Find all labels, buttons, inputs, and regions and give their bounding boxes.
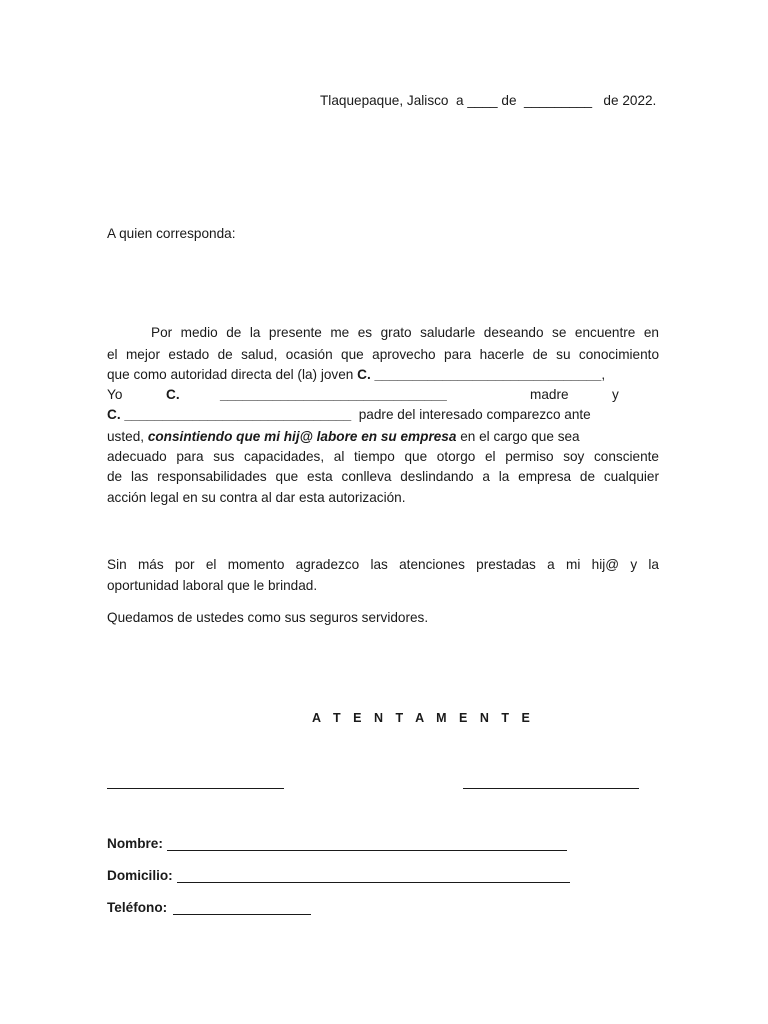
paragraph-3: Quedamos de ustedes como sus seguros servidores. [107,610,429,625]
paragraph-2-line-1: Sin más por el momento agradezco las atenciones prestadas a mi hij@ y la [107,557,659,572]
paragraph-1-line-3-text: que como autoridad directa del (la) joven [107,367,358,382]
salutation: A quien corresponda: [107,226,236,241]
domicilio-label: Domicilio: [107,868,173,883]
paragraph-1-line-3-comma: , [601,367,606,382]
paragraph-1-line-2: el mejor estado de salud, ocasión que aprovecho para hacerle de su conocimiento [107,347,659,362]
paragraph-1-line-8: de las responsabilidades que esta conlleva deslindando a la empresa de cualquier [107,469,659,484]
nombre-field-line [167,850,567,851]
paragraph-1-line-5 [107,405,659,425]
consent-statement: consintiendo que mi hij@ labore en su empresa [147,429,457,444]
telefono-label: Teléfono: [107,900,168,915]
telefono-field-line [173,914,311,915]
mother-c-prefix: C. [166,387,180,402]
nombre-label: Nombre: [107,836,163,851]
closing-title: A T E N T A M E N T E [312,711,535,725]
paragraph-1-line-7: adecuado para sus capacidades, al tiempo que otorgo el permiso soy consciente [107,449,659,464]
y-word: y [612,387,619,402]
father-name-field: C. ______________________________ [107,407,352,422]
mother-name-field: ______________________________ [220,387,447,402]
paragraph-2-line-2: oportunidad laboral que le brindad. [107,578,318,593]
paragraph-1-line-5-text: padre del interesado comparezco ante [351,407,591,422]
madre-word: madre [530,387,569,402]
paragraph-1-line-3 [107,365,659,385]
paragraph-1-line-9: acción legal en su contra al dar esta autorización. [107,490,406,505]
paragraph-1-line-6-a: usted, [107,429,148,444]
minor-name-field: C. ______________________________ [357,367,602,382]
paragraph-1-line-6 [107,427,659,447]
signature-line-left [107,788,284,789]
signature-line-right [463,788,639,789]
place-date-line: Tlaquepaque, Jalisco a ____ de _________ de 2022. [320,93,657,108]
yo-word: Yo [107,387,123,402]
paragraph-1-line-6-b: en el cargo que sea [456,429,580,444]
paragraph-1-line-1: Por medio de la presente me es grato saludarle deseando se encuentre en [151,325,659,340]
domicilio-field-line [177,882,570,883]
